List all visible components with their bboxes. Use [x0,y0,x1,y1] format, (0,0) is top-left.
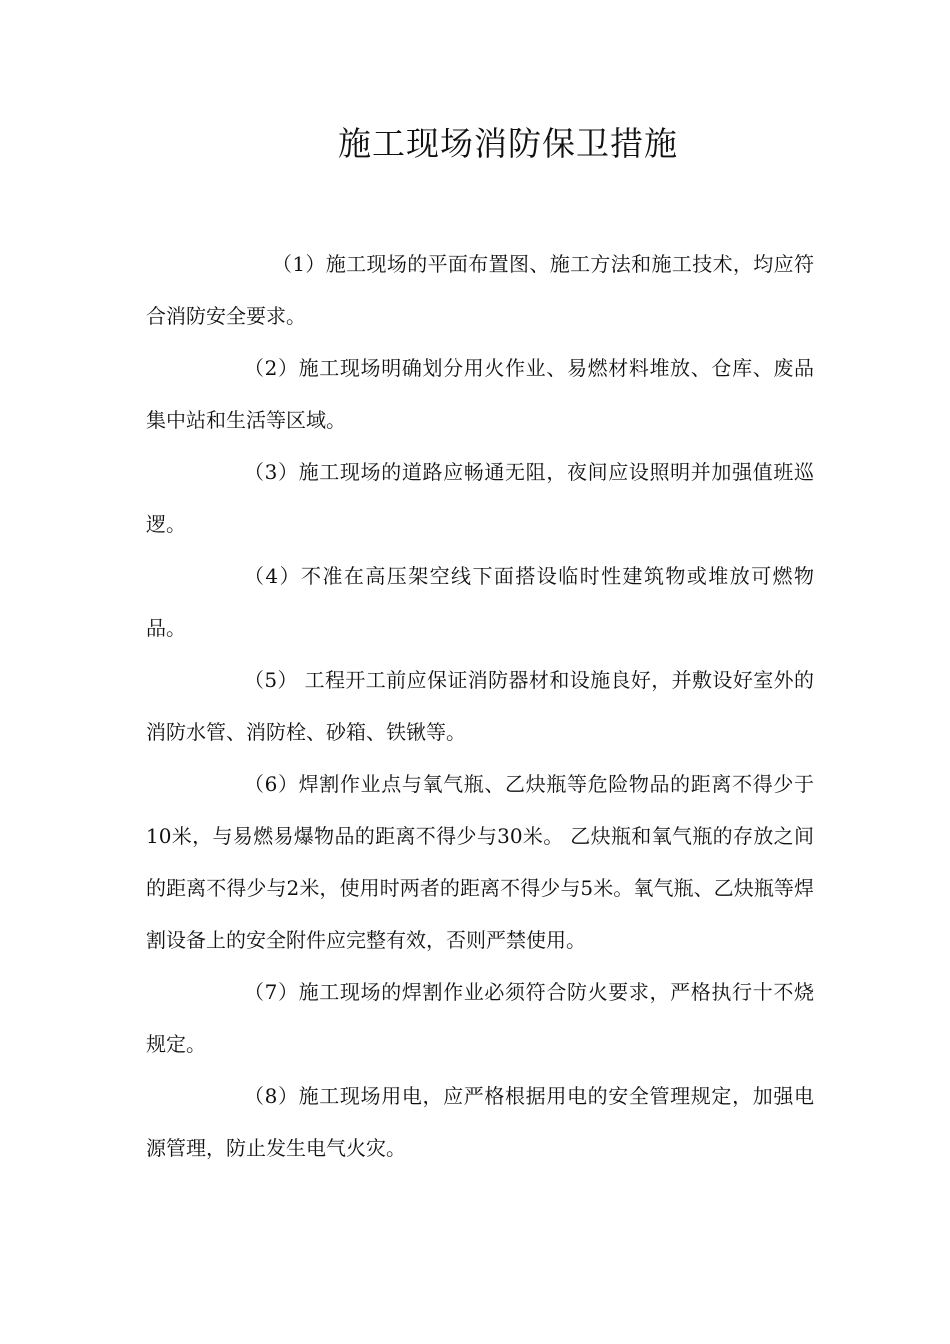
paragraph-6: （6）焊割作业点与氧气瓶、乙炔瓶等危险物品的距离不得少于10米，与易燃易爆物品的距离不得少与30米。 乙炔瓶和氧气瓶的存放之间的距离不得少与2米，使用时两者的距离不得少与5米。氧气瓶、乙炔瓶等焊割设备上的安全附件应完整有效，否则严禁使用。 [146,772,814,952]
paragraph-3: （3）施工现场的道路应畅通无阻，夜间应设照明并加强值班巡逻。 [146,460,814,536]
paragraph-5: （5） 工程开工前应保证消防器材和设施良好，并敷设好室外的消防水管、消防栓、砂箱、铁锹等。 [146,668,814,744]
paragraph-4: （4）不准在高压架空线下面搭设临时性建筑物或堆放可燃物品。 [146,564,814,640]
paragraph-2: （2）施工现场明确划分用火作业、易燃材料堆放、仓库、废品集中站和生活等区域。 [146,356,814,432]
document-body [146,238,814,1174]
paragraph-1: （1）施工现场的平面布置图、施工方法和施工技术，均应符合消防安全要求。 [146,252,814,328]
paragraph-7: （7）施工现场的焊割作业必须符合防火要求，严格执行十不烧规定。 [146,980,814,1056]
paragraph-8: （8）施工现场用电，应严格根据用电的安全管理规定，加强电源管理，防止发生电气火灾。 [146,1084,814,1160]
document-title: 施工现场消防保卫措施 [338,124,678,163]
